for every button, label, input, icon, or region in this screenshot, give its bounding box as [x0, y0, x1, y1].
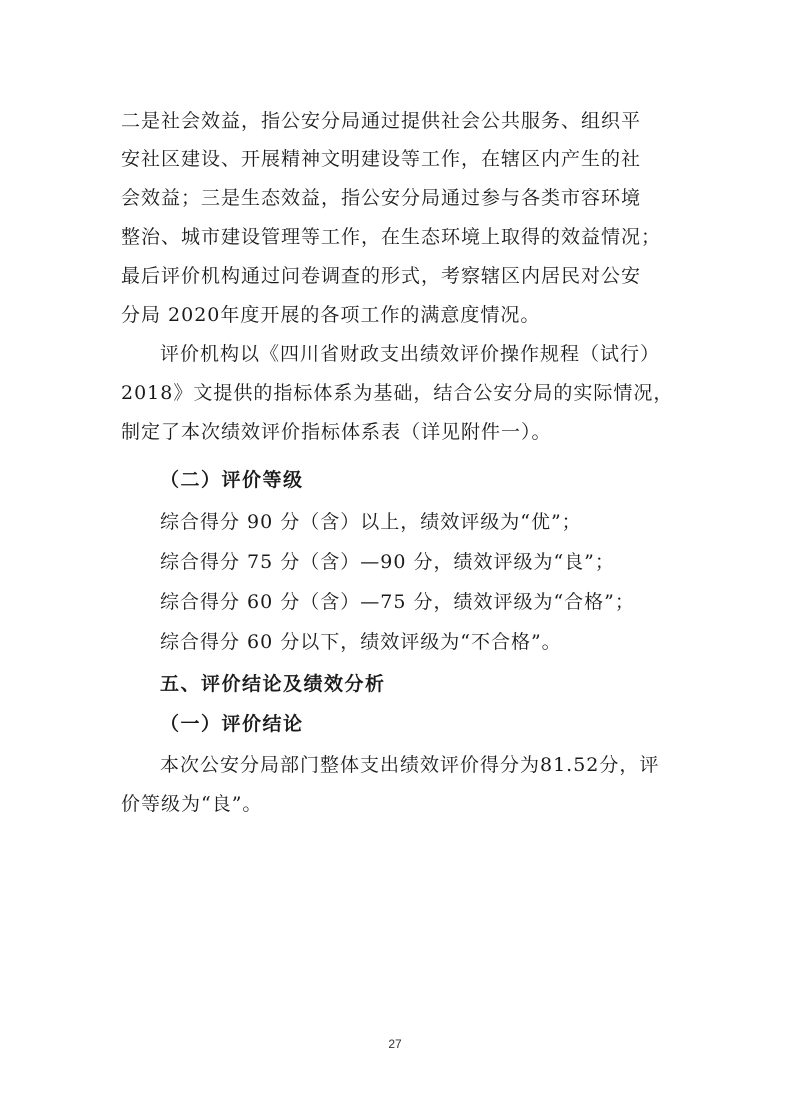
grade-line-fail: 综合得分 60 分以下，绩效评级为“不合格”。 — [160, 631, 562, 653]
paragraph-2-line-2: 2018》文提供的指标体系为基础，结合公安分局的实际情况， — [121, 382, 674, 404]
heading-grade-levels: （二）评价等级 — [160, 469, 304, 491]
paragraph-1-line-5: 最后评价机构通过问卷调查的形式，考察辖区内居民对公安 — [121, 265, 642, 287]
heading-section-5: 五、评价结论及绩效分析 — [160, 673, 386, 695]
paragraph-1-line-6: 分局 2020年度开展的各项工作的满意度情况。 — [121, 304, 541, 326]
paragraph-1-line-1: 二是社会效益，指公安分局通过提供社会公共服务、组织平 — [121, 110, 642, 132]
page-number: 27 — [388, 1037, 402, 1051]
paragraph-2-line-3: 制定了本次绩效评价指标体系表（详见附件一）。 — [121, 421, 552, 443]
heading-conclusion: （一）评价结论 — [160, 713, 304, 735]
paragraph-1-line-3: 会效益；三是生态效益，指公安分局通过参与各类市容环境 — [121, 187, 642, 209]
paragraph-1-line-4: 整治、城市建设管理等工作，在生态环境上取得的效益情况； — [121, 226, 662, 248]
grade-line-excellent: 综合得分 90 分（含）以上，绩效评级为“优”； — [160, 511, 582, 533]
grade-line-good: 综合得分 75 分（含）—90 分，绩效评级为“良”； — [160, 551, 615, 573]
paragraph-2-line-1: 评价机构以《四川省财政支出绩效评价操作规程（试行） — [160, 343, 661, 365]
grade-line-pass: 综合得分 60 分（含）—75 分，绩效评级为“合格”； — [160, 591, 635, 613]
conclusion-line-1: 本次公安分局部门整体支出绩效评价得分为81.52分，评 — [160, 754, 660, 776]
conclusion-line-2: 价等级为“良”。 — [121, 793, 263, 815]
paragraph-1-line-2: 安社区建设、开展精神文明建设等工作，在辖区内产生的社 — [121, 148, 642, 170]
